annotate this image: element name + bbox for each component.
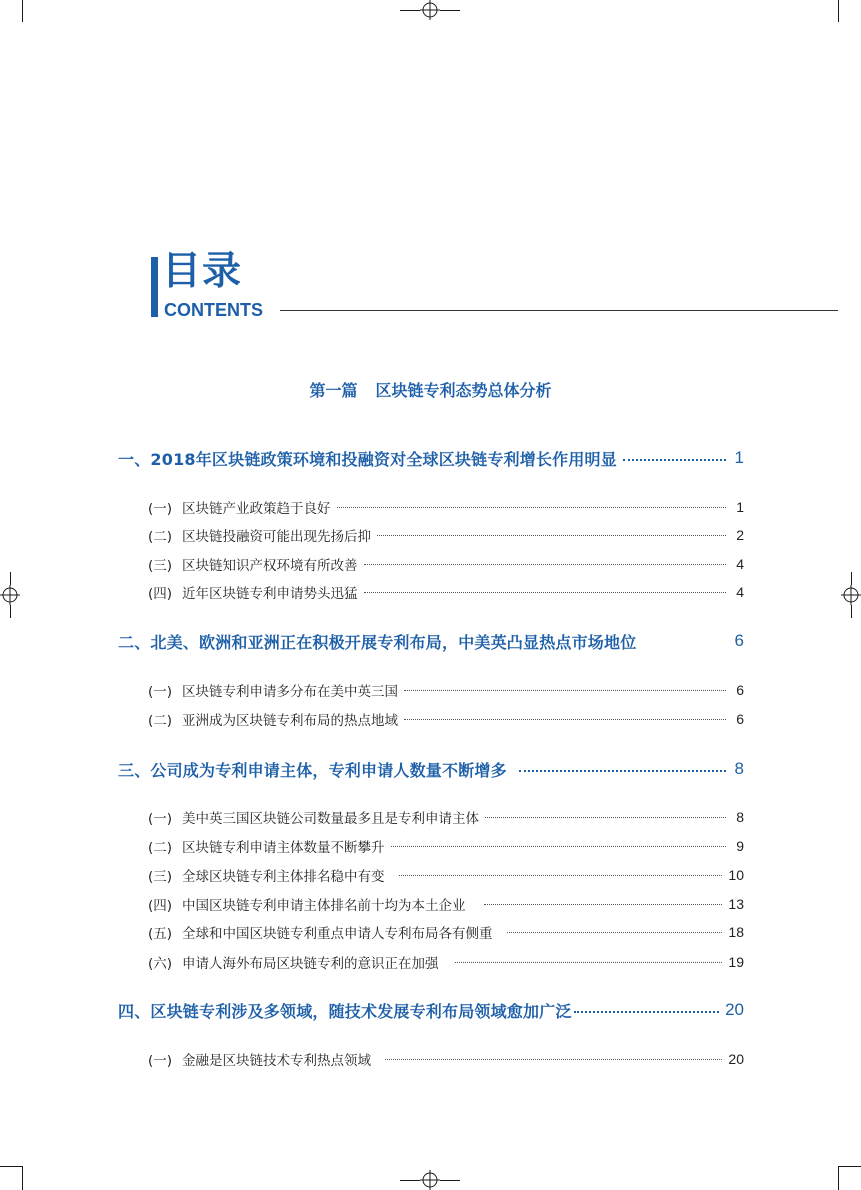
toc-section-title: 三、公司成为专利申请主体，专利申请人数量不断增多 xyxy=(118,760,507,780)
registration-line xyxy=(440,1180,460,1181)
dot-leader xyxy=(519,757,726,781)
toc-item[interactable]: (三) 全球区块链专利主体排名稳中有变 10 xyxy=(148,867,744,885)
dot-leader xyxy=(404,680,726,700)
dot-leader xyxy=(385,1049,722,1069)
dot-leader xyxy=(399,865,723,885)
toc-page-number: 8 xyxy=(734,759,744,778)
part-label: 第一篇 xyxy=(309,381,358,400)
part-title: 区块链专利态势总体分析 xyxy=(375,381,552,400)
dot-leader xyxy=(574,998,719,1022)
title-divider xyxy=(280,310,838,311)
dot-leader xyxy=(485,807,726,827)
registration-line xyxy=(10,572,11,585)
toc-item[interactable]: (四) 中国区块链专利申请主体排名前十均为本土企业 13 xyxy=(148,896,744,914)
dot-leader xyxy=(364,582,727,602)
registration-line xyxy=(400,1180,420,1181)
registration-line xyxy=(851,572,852,585)
toc-item[interactable]: (三) 区块链知识产权环境有所改善 4 xyxy=(148,556,744,574)
toc-section[interactable] xyxy=(118,757,744,781)
dot-leader xyxy=(623,446,726,470)
dot-leader xyxy=(391,836,727,856)
toc-section[interactable] xyxy=(118,998,744,1022)
toc-item[interactable]: (一) 金融是区块链技术专利热点领域 20 xyxy=(148,1051,744,1069)
dot-leader xyxy=(507,922,723,942)
toc-page-number: 20 xyxy=(725,1000,744,1019)
registration-line xyxy=(440,10,460,11)
toc-section-title: 四、区块链专利涉及多领域，随技术发展专利布局领域愈加广泛 xyxy=(118,1001,572,1021)
toc-item[interactable]: (六) 申请人海外布局区块链专利的意识正在加强 19 xyxy=(148,954,744,972)
registration-mark-icon xyxy=(420,1170,440,1190)
toc-item[interactable]: (二) 亚洲成为区块链专利布局的热点地域 6 xyxy=(148,711,744,729)
registration-mark-icon xyxy=(420,0,440,20)
toc-item[interactable]: (四) 近年区块链专利申请势头迅猛 4 xyxy=(148,584,744,602)
registration-mark-icon xyxy=(0,585,20,605)
registration-line xyxy=(10,605,11,618)
part-heading xyxy=(0,378,861,401)
toc-section[interactable] xyxy=(118,629,744,653)
toc-page-number: 6 xyxy=(734,631,744,650)
toc-item[interactable]: (二) 区块链投融资可能出现先扬后抑 2 xyxy=(148,527,744,545)
dot-leader xyxy=(337,497,727,517)
toc-section[interactable] xyxy=(118,446,744,470)
page-subtitle: CONTENTS xyxy=(164,300,263,320)
dot-leader xyxy=(642,629,726,653)
dot-leader xyxy=(404,709,726,729)
toc-item[interactable]: (一) 区块链产业政策趋于良好 1 xyxy=(148,499,744,517)
dot-leader xyxy=(364,554,727,574)
toc-item[interactable]: (二) 区块链专利申请主体数量不断攀升 9 xyxy=(148,838,744,856)
title-accent-bar xyxy=(151,257,158,317)
toc-page-number: 1 xyxy=(734,448,744,467)
dot-leader xyxy=(484,894,723,914)
toc-section-title: 二、北美、欧洲和亚洲正在积极开展专利布局，中美英凸显热点市场地位 xyxy=(118,632,637,652)
registration-line xyxy=(851,605,852,618)
registration-line xyxy=(400,10,420,11)
toc-item[interactable]: (一) 美中英三国区块链公司数量最多且是专利申请主体 8 xyxy=(148,809,744,827)
registration-mark-icon xyxy=(841,585,861,605)
dot-leader xyxy=(377,525,726,545)
page-title: 目录 xyxy=(162,249,243,294)
toc-item[interactable]: (五) 全球和中国区块链专利重点申请人专利布局各有侧重 18 xyxy=(148,924,744,942)
toc-item[interactable]: (一) 区块链专利申请多分布在美中英三国 6 xyxy=(148,682,744,700)
dot-leader xyxy=(455,952,723,972)
toc-section-title: 一、2018年区块链政策环境和投融资对全球区块链专利增长作用明显 xyxy=(118,449,617,469)
